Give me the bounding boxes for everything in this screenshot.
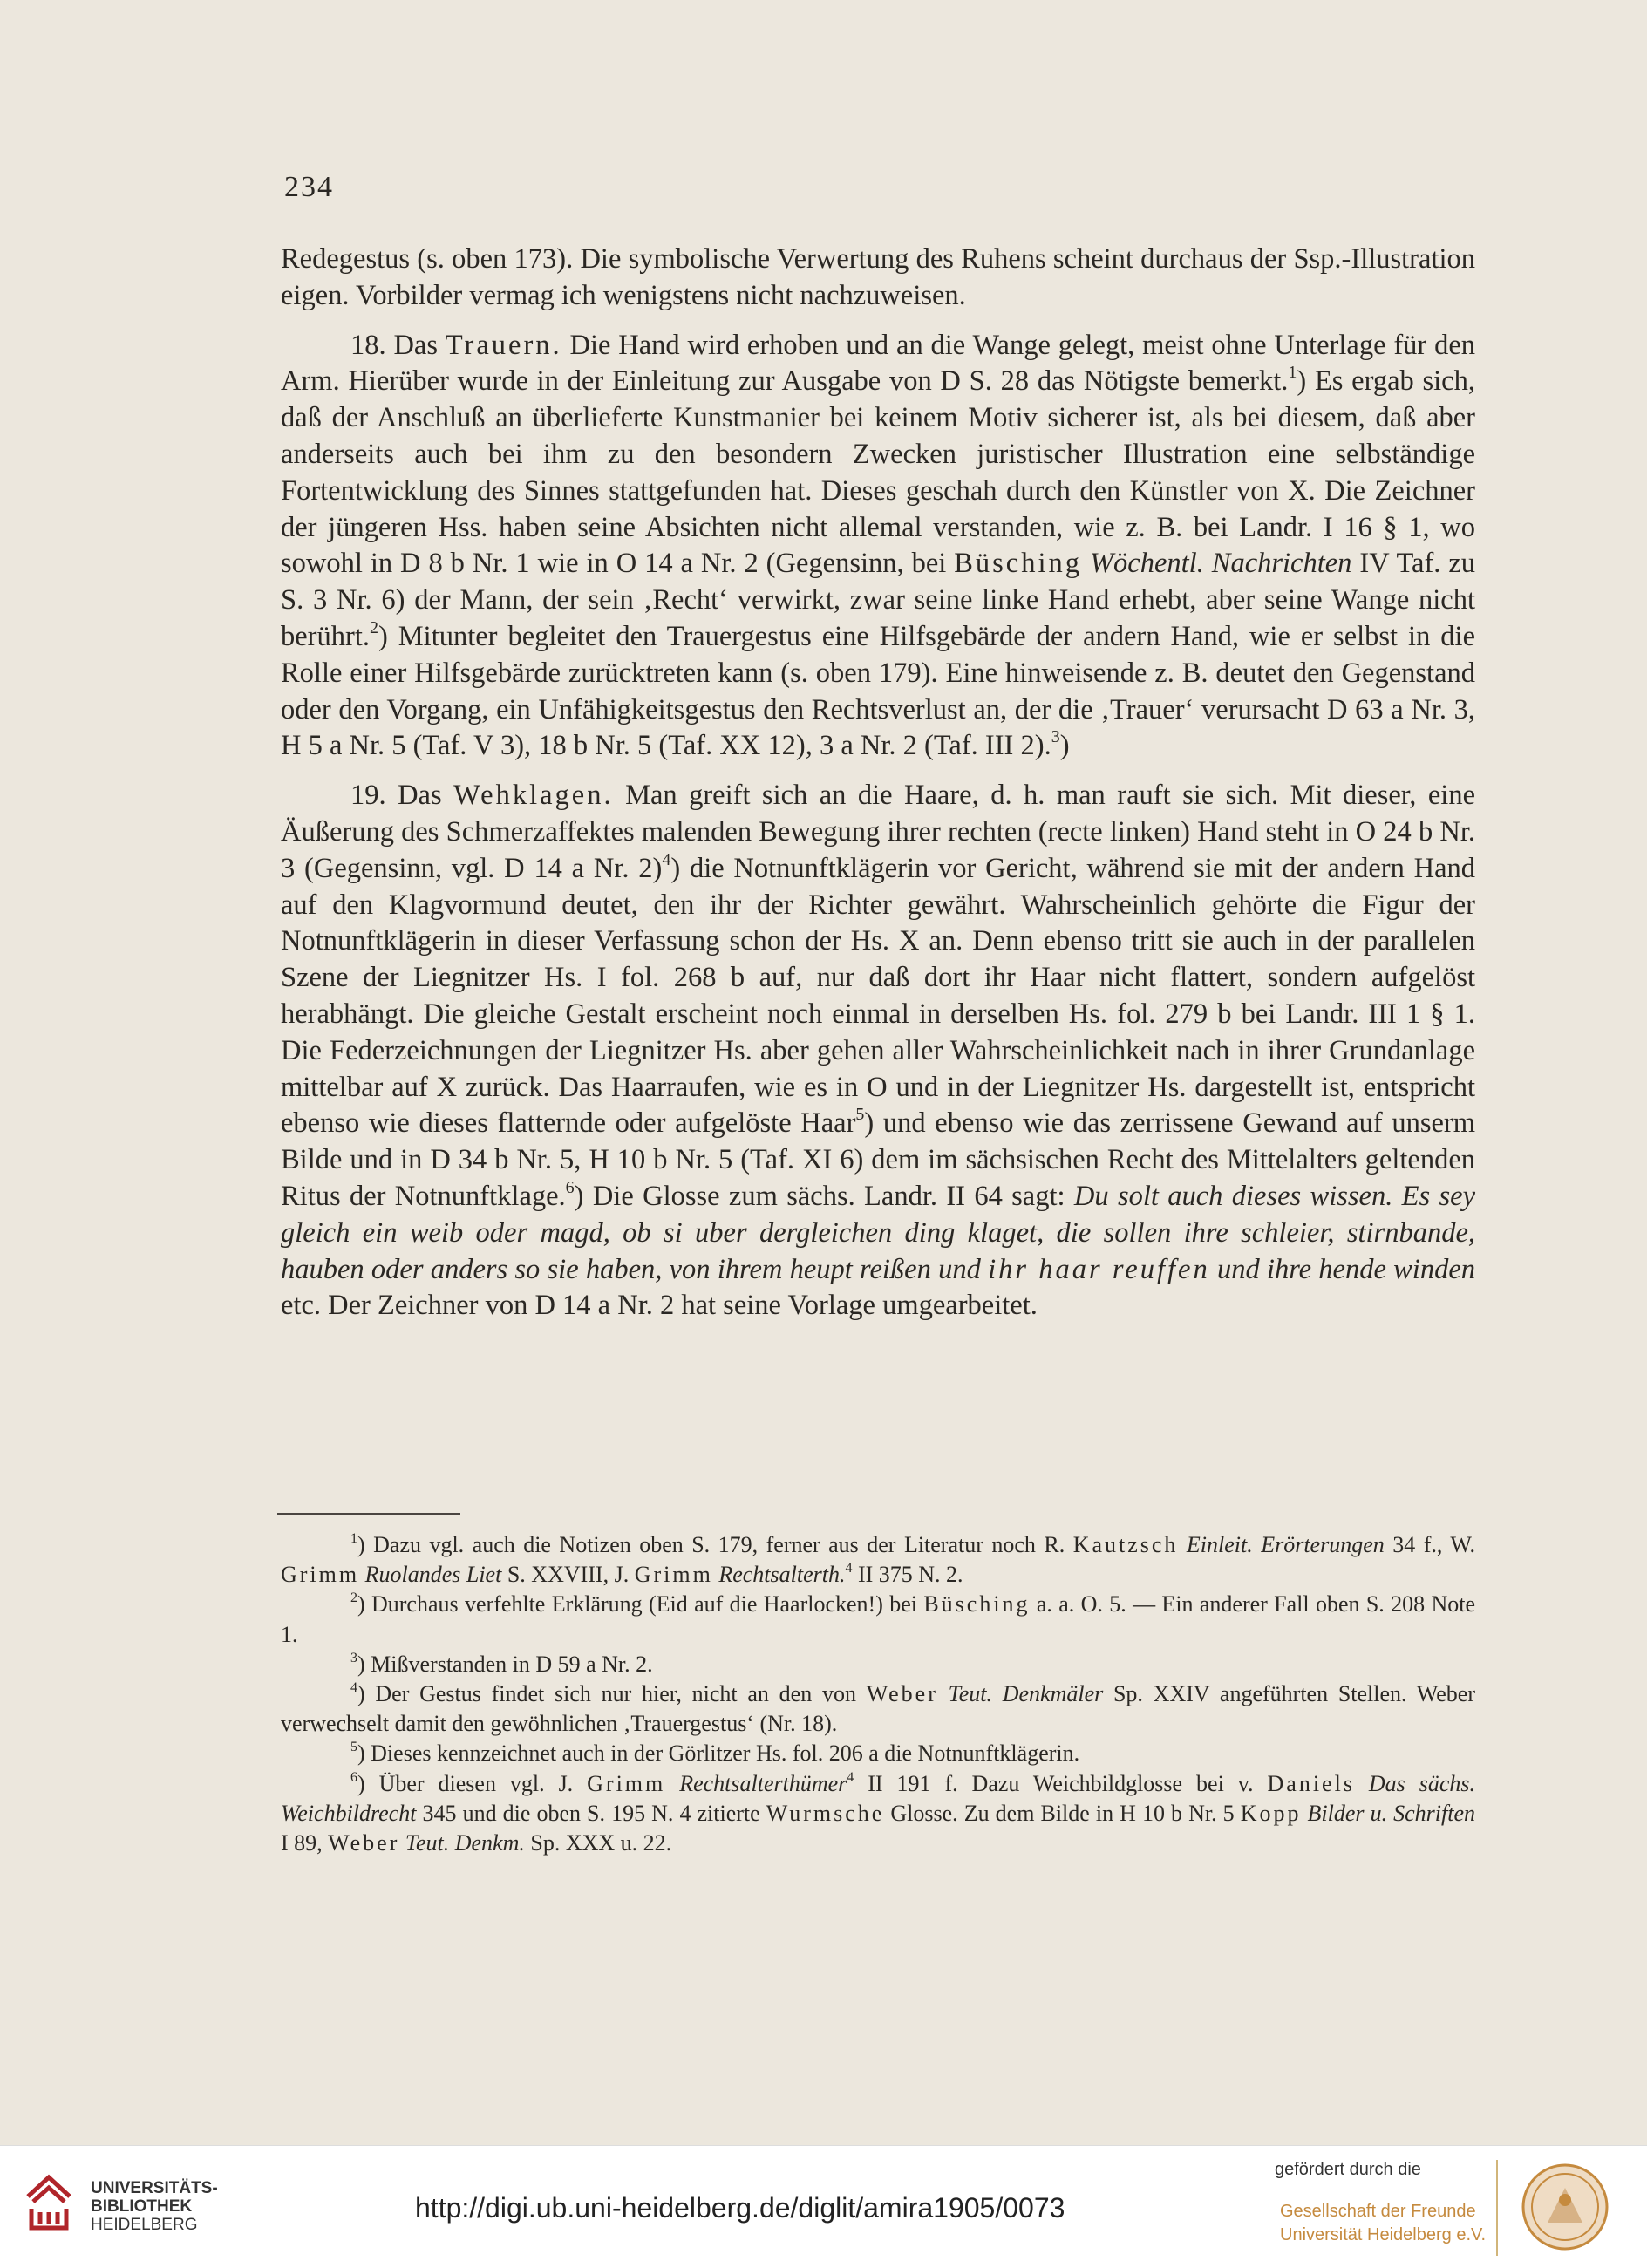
- footnote-6: $^6$) Über diesen vgl. J. Grimm Rechtsalterthümer$^4$ II 191 f. Dazu Weichbildglosse bei v. Daniels Das sächs. Weichbildrecht 345 und die oben S. 195 N. 4 zitierte Wurmsche Glosse. Zu dem Bilde in H 10 b Nr. 5 Kopp Bilder u. Schriften I 89, Weber Teut. Denkm. Sp. XXX u. 22.: [281, 1769, 1476, 1856]
- footnote-ref-4: 4: [662, 849, 671, 869]
- university-library-logo-icon: [21, 2170, 77, 2233]
- footnote-2: $^2$) Durchaus verfehlte Erklärung (Eid auf die Haarlocken!) bei Büsching a. a. O. 5. — Ein anderer Fall oben S. 208 Note 1.: [281, 1590, 1475, 1647]
- paragraph-trauern: 18. Das Trauern. Die Hand wird erhoben und an die Wange gelegt, meist ohne Unterlage für den Arm. Hierüber wurde in der Einleitung zur Ausgabe von D S. 28 das Nötigste bemerkt.$^1$) Es ergab sich, daß der Anschluß an überlieferte Kunstmanier bei keinem Motiv sicherer ist, als bei diesem, daß aber anderseits auch bei ihm zu den besondern Zwecken juristischer Illustration eine selbständige Fortentwicklung des Sinnes stattgefunden hat. Dieses geschah durch den Künstler von X. Die Zeichner der jüngeren Hss. haben seine Absichten nicht allemal verstanden, wie z. B. bei Landr. I 16 § 1, wo sowohl in D 8 b Nr. 1 wie in O 14 a Nr. 2 (Gegensinn, bei Büsching Wöchentl. Nachrichten IV Taf. zu S. 3 Nr. 6) der Mann, der sein ‚Recht‘ verwirkt, zwar seine linke Hand erhebt, aber seine Wange nicht berührt.$^2$) Mitunter begleitet den Trauergestus eine Hilfsgebärde der andern Hand, wie er selbst in die Rolle einer Hilfsgebärde zurücktreten kann (s. oben 179). Eine hinweisende z. B. deutet den Gegenstand oder den Vorgang, ein Unfähigkeitsgestus den Rechtsverlust an, der die ‚Trauer‘ verursacht D 63 a Nr. 3, H 5 a Nr. 5 (Taf. V 3), 18 b Nr. 5 (Taf. XX 12), 3 a Nr. 2 (Taf. III 2).$^3$): [281, 329, 1476, 762]
- footnote-1: $^1$) Dazu vgl. auch die Notizen oben S. 179, ferner aus der Literatur noch R. Kautzsch Einleit. Erörterungen 34 f., W. Grimm Ruolandes Liet S. XXVIII, J. Grimm Rechtsalterth.$^4$ II 375 N. 2.: [281, 1531, 1476, 1588]
- sponsor-label: gefördert durch die: [1275, 2160, 1421, 2179]
- footnote-divider: [277, 1513, 460, 1515]
- paragraph-continuation: Redegestus (s. oben 173). Die symbolische Verwertung des Ruhens scheint durchaus der Ssp.-Illustration eigen. Vorbilder vermag ich wenigstens nicht nachzuweisen.: [281, 243, 1475, 311]
- footnote-ref-1: 1: [1288, 363, 1297, 383]
- footnote-4: $^4$) Der Gestus findet sich nur hier, nicht an den von Weber Teut. Denkmäler Sp. XXIV angeführten Stellen. Weber verwechselt damit den gewöhnlichen ‚Trauergestus‘ (Nr. 18).: [281, 1680, 1476, 1737]
- footnote-5: $^5$) Dieses kennzeichnet auch in der Görlitzer Hs. fol. 206 a die Notnunftklägerin.: [350, 1740, 1080, 1767]
- sponsor-name: Gesellschaft der Freunde Universität Heidelberg e.V.: [1280, 2202, 1487, 2244]
- section-title-trauern: Trauern.: [445, 329, 562, 361]
- footnote-ref-3: 3: [1051, 727, 1060, 747]
- footnote-3: $^3$) Mißverstanden in D 59 a Nr. 2.: [350, 1650, 653, 1677]
- viewer-footer: [0, 2145, 1647, 2268]
- section-title-wehklagen: Wehklagen.: [453, 780, 614, 812]
- footnote-ref-2: 2: [369, 617, 378, 637]
- footnote-ref-5: 5: [855, 1105, 865, 1125]
- paragraph-wehklagen: 19. Das Wehklagen. Man greift sich an die Haare, d. h. man rauft sie sich. Mit dieser, eine Äußerung des Schmerzaffektes malenden Bewegung ihrer rechten (recte linken) Hand steht in O 24 b Nr. 3 (Gegensinn, vgl. D 14 a Nr. 2)$^4$) die Notnunftklägerin vor Gericht, während sie mit der andern Hand auf den Klagvormund deutet, den ihr der Richter gewährt. Wahrscheinlich gehörte die Figur der Notnunftklägerin in dieser Verfassung schon der Hs. X an. Denn ebenso tritt sie auch in der parallelen Szene der Liegnitzer Hs. I fol. 268 b auf, nur daß dort ihr Haar nicht flattert, sondern aufgelöst herabhängt. Die gleiche Gestalt erscheint noch einmal in derselben Hs. fol. 279 b bei Landr. III 1 § 1. Die Federzeichnungen der Liegnitzer Hs. aber gehen aller Wahrscheinlichkeit nach in ihrer Grundanlage mittelbar auf X zurück. Das Haarraufen, wie es in O und in der Liegnitzer Hs. dargestellt ist, entspricht ebenso wie dieses flatternde oder aufgelöste Haar$^5$) und ebenso wie das zerrissene Gewand auf unserm Bilde und in D 34 b Nr. 5, H 10 b Nr. 5 (Taf. XI 6) dem im sächsischen Recht des Mittelalters geltenden Ritus der Notnunftklage.$^6$) Die Glosse zum sächs. Landr. II 64 sagt: Du solt auch dieses wissen. Es sey gleich ein weib oder magd, ob si uber dergleichen ding klaget, die sollen ihre schleier, stirnbande, hauben oder anders so sie haben, von ihrem heupt reißen und ihr haar reuffen und ihre hende winden etc. Der Zeichner von D 14 a Nr. 2 hat seine Vorlage umgearbeitet.: [281, 780, 1476, 1322]
- footnotes: [281, 1530, 1475, 1858]
- glosse-quote: Du solt auch dieses wissen. Es sey gleich ein weib oder magd, ob si uber dergleichen ding klaget, die sollen ihre schleier, stirnbande, hauben oder anders so sie haben, von ihrem heupt reißen und: [281, 1180, 1476, 1285]
- sponsor-divider: [1496, 2160, 1498, 2256]
- university-library-name: UNIVERSITÄTS- BIBLIOTHEK HEIDELBERG: [91, 2179, 218, 2234]
- university-seal-icon: [1508, 2162, 1622, 2252]
- footnote-ref-6: 6: [565, 1177, 575, 1197]
- body-text: [281, 242, 1475, 1325]
- permalink-url[interactable]: http://digi.ub.uni-heidelberg.de/diglit/amira1905/0073: [415, 2192, 1065, 2224]
- page-number: 234: [284, 171, 334, 203]
